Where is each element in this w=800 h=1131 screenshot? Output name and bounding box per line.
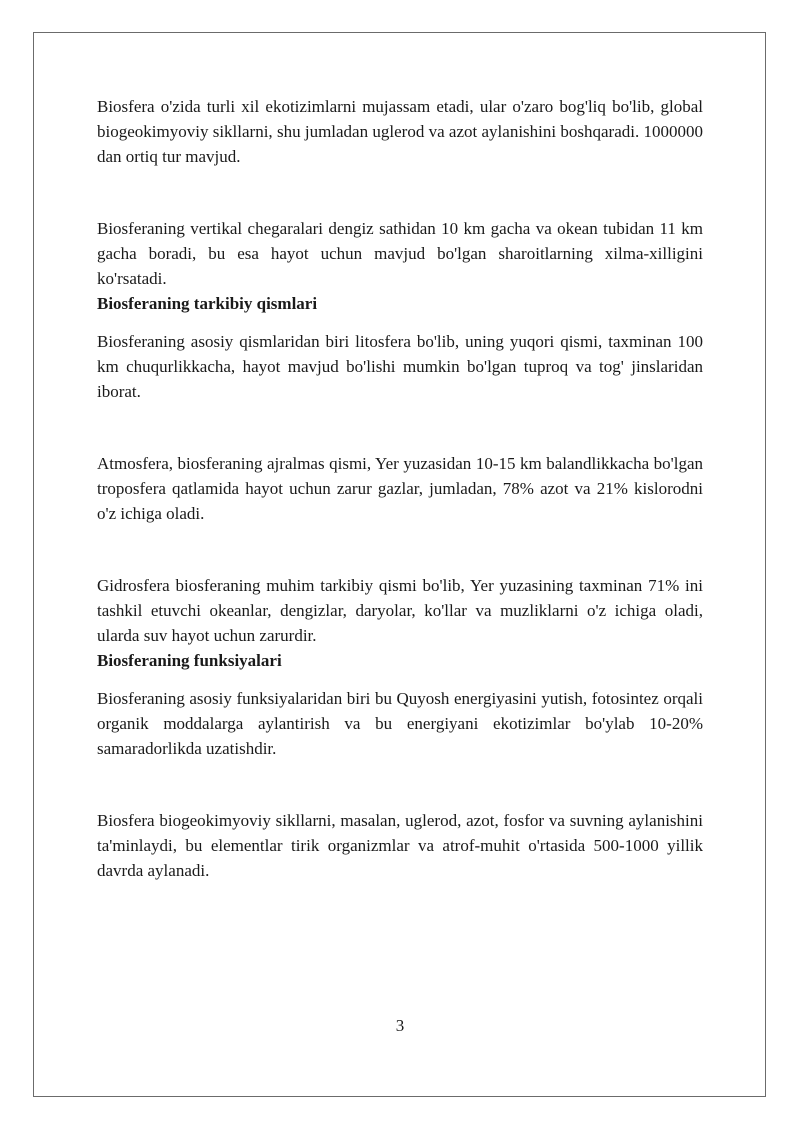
paragraph-atmosphere: Atmosfera, biosferaning ajralmas qismi, Yer yuzasidan 10-15 km balandlikkacha bo'lgan troposfera qatlamida hayot uchun zarur gazlar, jumladan, 78% azot va 21% kislorodni o'z ichiga oladi.: [97, 454, 703, 523]
paragraph-energy-function: Biosferaning asosiy funksiyalaridan biri bu Quyosh energiyasini yutish, fotosintez orqali organik moddalarga aylantirish va bu energiyani ekotizimlar bo'ylab 10-20% samaradorlikda uzatishdir.: [97, 689, 703, 758]
section-heading-functions: Biosferaning funksiyalari: [97, 651, 282, 670]
paragraph-intro-1: Biosfera o'zida turli xil ekotizimlarni mujassam etadi, ular o'zaro bog'liq bo'lib, global biogeokimyoviy sikllarni, shu jumladan uglerod va azot aylanishini boshqaradi. 1000000 dan ortiq tur mavjud.: [97, 97, 703, 166]
section-heading-components: Biosferaning tarkibiy qismlari: [97, 294, 318, 313]
paragraph-intro-2: Biosferaning vertikal chegaralari dengiz sathidan 10 km gacha va okean tubidan 11 km gacha boradi, bu esa hayot uchun mavjud bo'lgan sharoitlarning xilma-xilligini ko'rsatadi.: [97, 219, 703, 288]
document-body: [97, 94, 703, 883]
paragraph-biogeochemical-cycles: Biosfera biogeokimyoviy sikllarni, masalan, uglerod, azot, fosfor va suvning aylanishini ta'minlaydi, bu elementlar tirik organizmlar va atrof-muhit o'rtasida 500-1000 yillik davrda aylanadi.: [97, 811, 703, 880]
paragraph-hydrosphere: Gidrosfera biosferaning muhim tarkibiy qismi bo'lib, Yer yuzasining taxminan 71% ini tashkil etuvchi okeanlar, dengizlar, daryolar, ko'llar va muzliklarni o'z ichiga oladi, ularda suv hayot uchun zarurdir.: [97, 576, 703, 645]
paragraph-lithosphere: Biosferaning asosiy qismlaridan biri litosfera bo'lib, uning yuqori qismi, taxminan 100 km chuqurlikkacha, hayot mavjud bo'lishi mumkin bo'lgan tuproq va tog' jinslaridan iborat.: [97, 332, 703, 401]
page-number: 3: [395, 1016, 405, 1035]
